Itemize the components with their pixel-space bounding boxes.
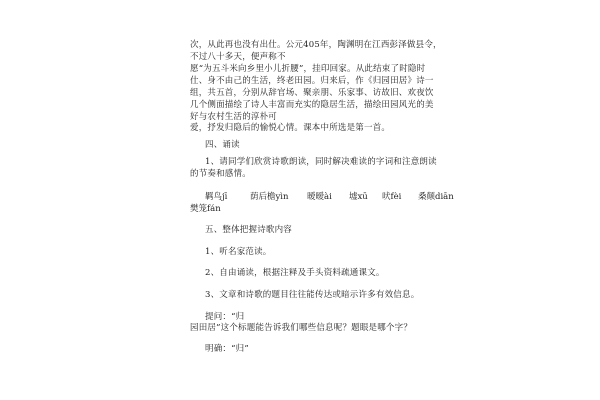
section-5-item-2: 2、自由诵读，根据注释及手头资料疏通课文。 xyxy=(205,268,385,278)
question-line-2: 园田居”这个标题能告诉我们哪些信息呢？题眼是哪个字？ xyxy=(190,323,413,333)
intro-line-6: 几个侧面描绘了诗人丰富而充实的隐居生活，描绘田园风光的美 xyxy=(190,100,434,110)
pinyin-item: 荫后檐yìn xyxy=(250,192,289,202)
pinyin-item: 羁鸟jī xyxy=(205,192,228,202)
intro-line-8: 爱，抒发归隐后的愉悦心情。课本中所选是第一首。 xyxy=(190,123,391,133)
section-5-item-1: 1、听名家范读。 xyxy=(205,247,272,257)
intro-line-3: 愿“为五斗米向乡里小儿折腰”，挂印回家。从此结束了时隐时 xyxy=(190,64,426,74)
section-4-item-1-line-2: 的节奏和感情。 xyxy=(190,169,251,179)
section-4-title: 四、诵读 xyxy=(205,140,240,150)
section-4-item-1-line-1: 1、请同学们欣赏诗歌朗读，同时解决难读的字词和注意朗读 xyxy=(205,157,437,167)
pinyin-item: 吠fèi xyxy=(382,192,402,202)
intro-line-1: 次，从此再也没有出仕。公元405年，陶渊明在江西彭泽做县令， xyxy=(190,40,442,50)
section-5-item-3: 3、文章和诗歌的题目往往能传达或暗示许多有效信息。 xyxy=(205,290,420,300)
question-line-1: 提问：“归 xyxy=(205,312,245,322)
intro-line-2: 不过八十多天，便声称不 xyxy=(190,52,286,62)
pinyin-item: 暧暧ài xyxy=(307,192,332,202)
pinyin-item: 桑颠diān xyxy=(418,192,454,202)
intro-line-4: 仕、身不由己的生活，终老田园。归来后，作《归园田居》诗一 xyxy=(190,76,434,86)
answer-line: 明确：“归” xyxy=(205,344,249,354)
pinyin-item: 墟xū xyxy=(349,192,368,202)
pinyin-item: 樊笼fán xyxy=(190,204,221,214)
intro-line-7: 好与农村生活的淳朴可 xyxy=(190,112,278,122)
section-5-title: 五、整体把握诗歌内容 xyxy=(205,225,293,235)
intro-line-5: 组，共五首，分别从辞官场、聚亲朋、乐家事、访故旧、欢夜饮 xyxy=(190,88,434,98)
